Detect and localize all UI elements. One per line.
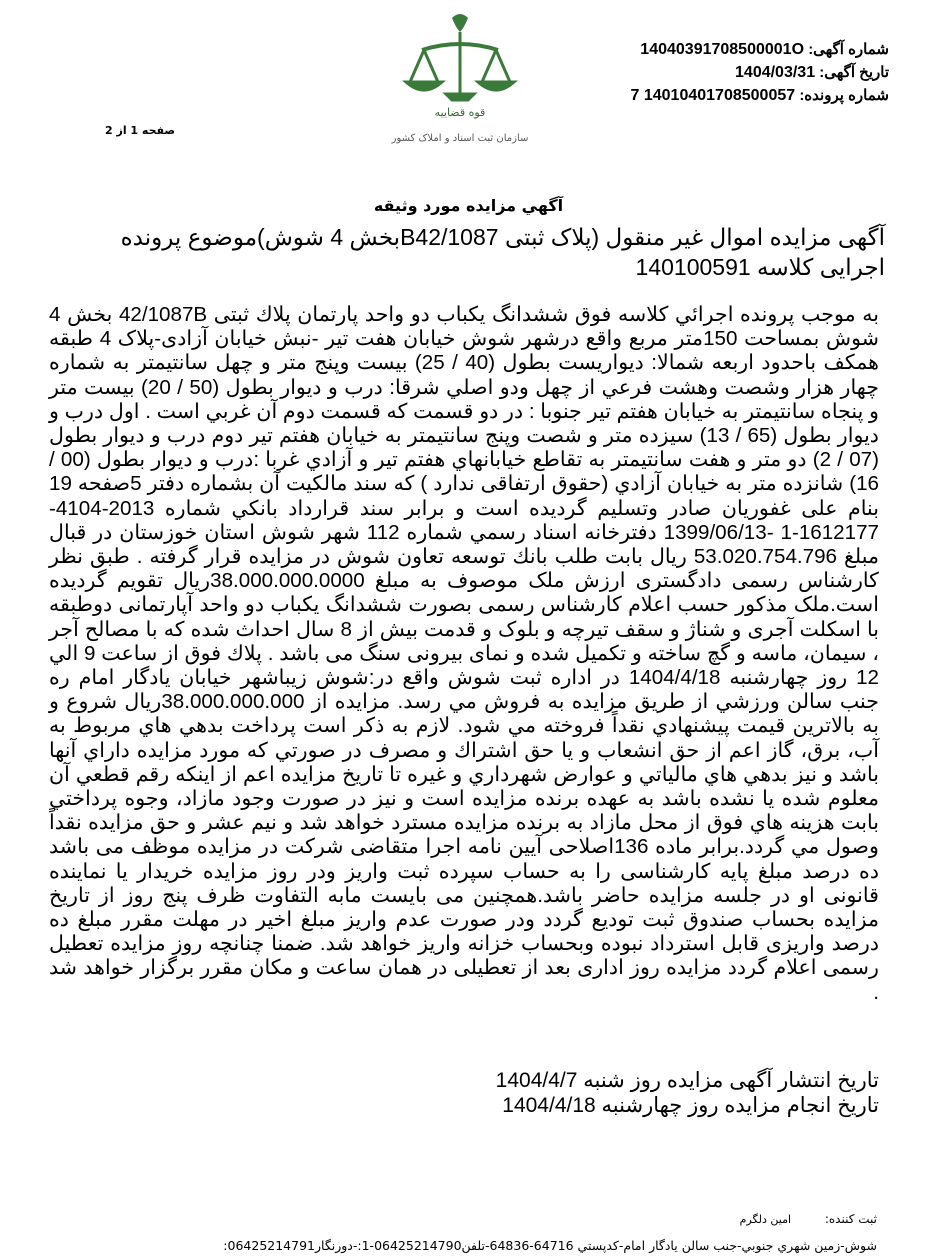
emblem-caption-top: قوه قضاییه [434, 106, 486, 119]
notice-subject: آگهی مزایده اموال غیر منقول (پلاک ثبتی B42/1087بخش 4 شوش)موضوع پرونده اجرایی کلاسه 140100591 [120, 224, 885, 280]
notice-number-label: شماره آگهی: [808, 41, 889, 58]
registrar-name: امين دلگرم [739, 1213, 792, 1226]
registrar-label: ثبت كننده: [824, 1212, 877, 1226]
office-address: شوش-زمين شهري جنوبي-جنب سالن يادگار امام-كدپستي 64716-64836-تلفن06425214790-1:-دورنگار06425214791: [223, 1238, 877, 1253]
notice-meta [631, 38, 890, 107]
judiciary-emblem [360, 6, 560, 164]
notice-date-label: تاریخ آگهی: [819, 64, 889, 81]
case-number: 14010401708500057 7 [630, 87, 796, 104]
page-title: آگهي مزايده مورد وثيقه [373, 196, 564, 215]
case-number-row [631, 84, 890, 107]
notice-number-row [631, 38, 890, 61]
notice-number: 14040391708500001O [640, 41, 805, 58]
case-number-label: شماره پرونده: [799, 87, 889, 104]
scales-of-justice-icon [360, 6, 560, 164]
emblem-caption-bottom: سازمان ثبت اسناد و املاک کشور [391, 133, 529, 144]
page-number: صفحه 1 از 2 [105, 124, 176, 137]
notice-date: 1404/03/31 [735, 64, 816, 81]
registrar-line [740, 1212, 877, 1226]
notice-dates [49, 1068, 879, 1118]
auction-date: تاریخ انجام مزایده روز چهارشنبه 1404/4/18 [502, 1094, 879, 1117]
notice-body: به موجب پرونده اجرائي كلاسه فوق ششدانگ يكباب دو واحد پارتمان پلاك ثبتی 42/1087B بخش 4 شوش بمساحت 150متر مربع واقع درشهر شوش خیابان هفت تیر -نبش خیابان آزادی-پلاک 4 طبقه همکف باحدود اربعه شمالا: ديواريست بطول (40 / 25) بيست وپنج متر و چهل سانتيمتر به شماره چهار هزار وشصت وهشت فرعي از چهل ودو اصلي شرقا: درب و ديوار بطول (50 / 20) بيست متر و پنجاه سانتيمتر به خيابان هفتم تير جنوبا : در دو قسمت كه قسمت دوم آن غربي است . اول درب و ديوار بطول (65 / 13) سيزده متر و شصت وپنج سانتيمتر به خيابان هفتم تير دوم درب و ديوار بطول (07 / 2) دو متر و هفت سانتيمتر به تقاطع خيابانهاي هفتم تير و آزادي غربا :درب و ديوار بطول (00 / 16) شانزده متر به خيابان آزادي (حقوق ارتفاقی ندارد ) که سند مالکیت آن بشماره دفتر 5صفحه 19 بنام علی غفوریان صادر وتسلیم گرديده است و برابر سند قرارداد بانكي شماره 2013-4104-1612177-1 -1399/06/13 دفترخانه اسناد رسمي شماره 112 شهر شوش استان خوزستان در قبال مبلغ 53.020.754.796 ريال بابت طلب بانك توسعه تعاون شوش در مزايده قرار گرفته . طبق نظر كارشناس رسمی دادگستری ارزش ملک موصوف به مبلغ 38.000.000.0000ريال تقويم گرديده است.ملک مذکور حسب اعلام کارشناس رسمی بصورت ششدانگ یکباب دو واحد آپارتمانی دوطبقه با اسکلت آجری و شناژ و سقف تیرچه و بلوک و قدمت بیش از 8 سال احداث شده که با مصالح آجر ، سیمان، ماسه و گچ ساخته و تکمیل شده و نمای بیرونی سنگ می باشد . پلاك فوق از ساعت 9 الي 12 روز چهارشنبه 1404/4/18 در اداره ثبت شوش واقع در:شوش زيباشهر خيابان يادگار امام ره جنب سالن ورزشي از طريق مزايده به فروش مي رسد. مزايده از 38.000.000.000ريال شروع و به بالاترين قيمت پيشنهادي نقداً فروخته مي شود. لازم به ذكر است پرداخت بدهي هاي مربوط به آب، برق، گاز اعم از حق انشعاب و يا حق اشتراك و مصرف در صورتي كه مورد مزايده داراي آنها باشد و نيز بدهي هاي مالياتي و عوارض شهرداري و غيره تا تاريخ مزايده اعم از اينكه رقم قطعي آن معلوم شده يا نشده باشد به عهده برنده مزايده است و نيز در صورت وجود مازاد، وجوه پرداختي بابت هزينه هاي فوق از محل مازاد به برنده مزايده مسترد خواهد شد و نيم عشر و حق مزايده نقداً وصول مي گردد.برابر ماده 136اصلاحی آیین نامه اجرا متقاضی شرکت در مزایده موظف می باشد ده درصد مبلغ پایه کارشناسی را به حساب سپرده ثبت واریز ودر روز مزایده خریدار یا نماینده قانونی او در جلسه مزایده حاضر باشد.همچنین می بایست مابه التفاوت ظرف پنج روز از تاریخ مزایده بحساب صندوق ثبت تودیع گردد ودر صورت عدم واریز مبلغ اخیر در مهلت مقرر مبلغ ده درصد واریزی قابل استرداد نبوده وبحساب خزانه واریز خواهد شد. ضمنا چنانچه روز مزایده تعطیل رسمی اعلام گردد مزایده روز اداری بعد از تعطیلی در همان ساعت و مکان مقرر برگزار خواهد شد . [48, 303, 879, 1004]
notice-date-row [631, 61, 890, 84]
publication-date: تاریخ انتشار آگهی مزایده روز شنبه 1404/4/7 [495, 1069, 879, 1092]
